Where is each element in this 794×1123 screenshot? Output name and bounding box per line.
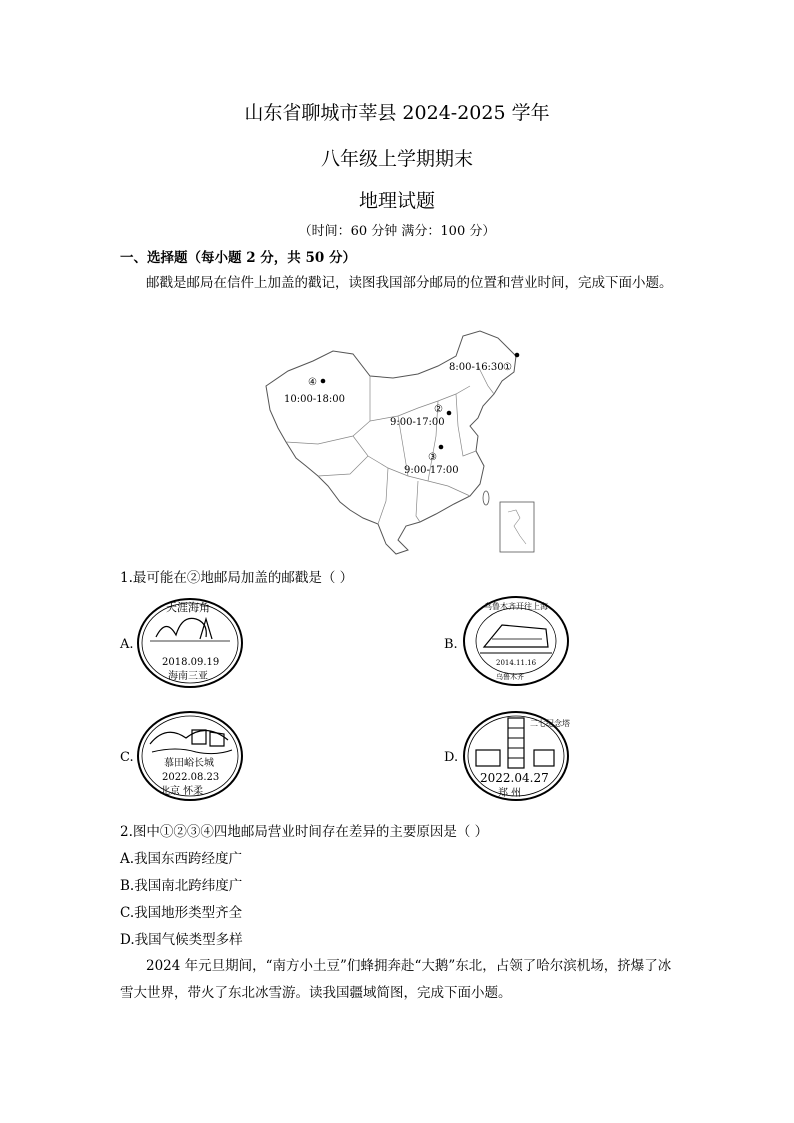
document-title: 山东省聊城市莘县 2024-2025 学年 [244, 102, 550, 124]
q1-option-b-label: B. [444, 637, 458, 652]
q1-option-a-stamp [136, 597, 244, 689]
section-2-intro: 2024 年元旦期间，“南方小土豆”们蜂拥奔赴“大鹅”东北，占领了哈尔滨机场，挤爆了冰雪大世界，带火了东北冰雪游。读我国疆域简图，完成下面小题。 [120, 958, 672, 1001]
q1-option-c-label: C. [120, 750, 134, 765]
stamp-c-date: 2022.08.23 [162, 772, 220, 783]
document-subtitle: 八年级上学期期末 [320, 148, 473, 170]
china-map-figure [258, 326, 548, 558]
q2-option-a: A.我国东西跨经度广 [120, 851, 243, 867]
stamp-c-title: 慕田峪长城 [164, 758, 214, 769]
q1-option-c-stamp [136, 710, 244, 802]
q1-option-b-stamp [462, 595, 570, 687]
stamp-b-title: 乌鲁木齐开往上海 [484, 602, 548, 611]
point-1-label: ① [503, 362, 512, 373]
stamp-a-place: 海南三亚 [168, 671, 208, 682]
stamp-d-title: 二七纪念塔 [530, 719, 570, 728]
question-2-stem: 2.图中①②③④四地邮局营业时间存在差异的主要原因是（ ） [120, 824, 489, 840]
point-2-label: ② [434, 404, 443, 415]
section-heading: 一、选择题（每小题 2 分，共 50 分） [120, 250, 356, 266]
q2-option-b: B.我国南北跨纬度广 [120, 878, 243, 894]
q2-option-d: D.我国气候类型多样 [120, 932, 243, 948]
q1-option-a-label: A. [120, 637, 134, 652]
stamp-b-date: 2014.11.16 [496, 659, 537, 667]
subject-title: 地理试题 [358, 190, 435, 212]
stamp-b-place: 乌鲁木齐 [496, 673, 524, 681]
stamp-a-title: 天涯海角 [166, 601, 210, 614]
china-map [258, 326, 548, 558]
section-intro: 邮戳是邮局在信件上加盖的戳记，读图我国部分邮局的位置和营业时间，完成下面小题。 [146, 275, 673, 291]
point-3-hours: 9:00-17:00 [404, 465, 459, 476]
q1-option-d-stamp [462, 710, 570, 802]
q1-option-d-label: D. [444, 750, 459, 765]
q2-option-c: C.我国地形类型齐全 [120, 905, 243, 921]
point-2-hours: 9:00-17:00 [390, 417, 445, 428]
stamp-d-date: 2022.04.27 [480, 771, 549, 785]
exam-meta: （时间：60 分钟 满分：100 分） [298, 224, 496, 239]
stamp-d-place: 郑 州 [498, 788, 522, 799]
point-4-hours: 10:00-18:00 [284, 394, 346, 405]
point-4-label: ④ [308, 377, 317, 388]
point-1-hours: 8:00-16:30 [449, 362, 504, 373]
point-3-label: ③ [428, 452, 437, 463]
stamp-a-date: 2018.09.19 [162, 657, 220, 668]
question-1-stem: 1.最可能在②地邮局加盖的邮戳是（ ） [120, 570, 354, 586]
stamp-c-place: 北京 怀柔 [160, 786, 204, 797]
